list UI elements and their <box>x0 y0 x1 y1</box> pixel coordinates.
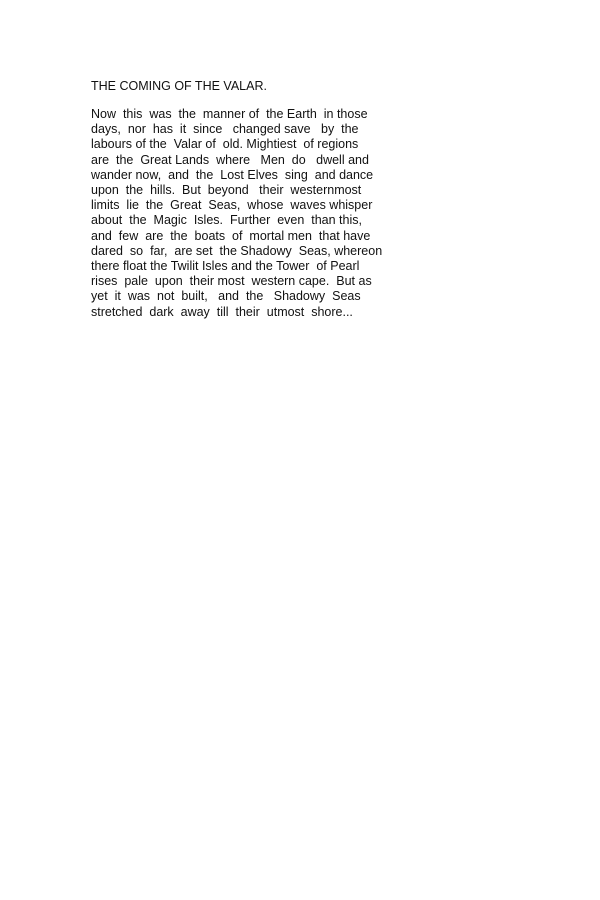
body-line: and few are the boats of mortal men that have <box>91 228 371 243</box>
body-line: dared so far, are set the Shadowy Seas, whereon <box>91 243 383 258</box>
document-body <box>91 107 391 320</box>
document-title: THE COMING OF THE VALAR. <box>91 79 267 93</box>
body-line: Now this was the manner of the Earth in those <box>91 107 368 121</box>
body-line: there float the Twilit Isles and the Tower of Pearl <box>91 259 360 274</box>
body-line: rises pale upon their most western cape. But as <box>91 274 372 289</box>
body-line: wander now, and the Lost Elves sing and dance <box>91 167 374 182</box>
body-line: limits lie the Great Seas, whose waves whisper <box>91 198 373 213</box>
body-line: stretched dark away till their utmost shore... <box>91 304 353 319</box>
body-line: about the Magic Isles. Further even than this, <box>91 213 362 228</box>
body-line: days, nor has it since changed save by the <box>91 122 359 137</box>
body-line: upon the hills. But beyond their westernmost <box>91 183 362 198</box>
body-line: are the Great Lands where Men do dwell and <box>91 152 369 167</box>
body-line: yet it was not built, and the Shadowy Seas <box>91 289 361 304</box>
body-line: labours of the Valar of old. Mightiest of regions <box>91 137 359 152</box>
